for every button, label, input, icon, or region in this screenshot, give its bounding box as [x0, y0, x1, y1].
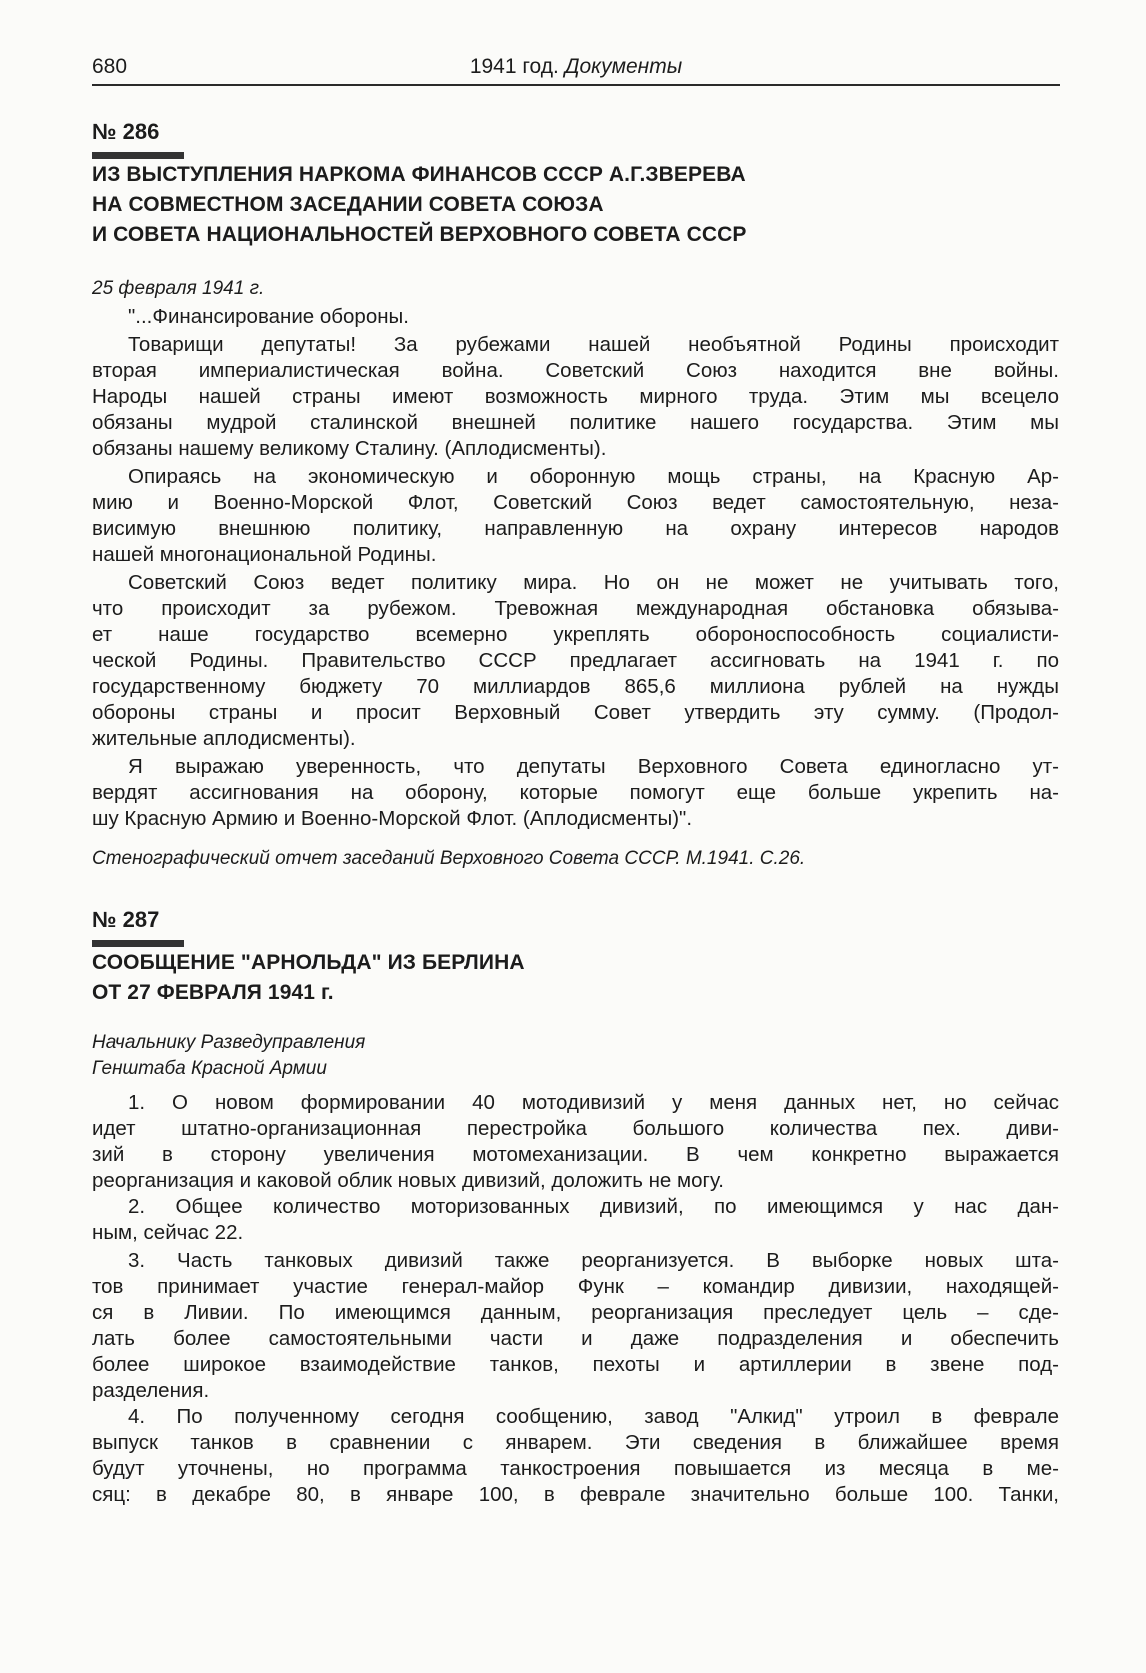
text-line: будут уточнены, но программа танкостроения повышается из месяца в ме-	[92, 1457, 1059, 1480]
text-line: 2. Общее количество моторизованных дивизий, по имеющимся у нас дан-	[128, 1195, 1059, 1218]
doc-286-title-line-3: И СОВЕТА НАЦИОНАЛЬНОСТЕЙ ВЕРХОВНОГО СОВЕТА СССР	[92, 223, 747, 246]
text-line: ет наше государство всемерно укреплять обороноспособность социалисти-	[92, 623, 1059, 646]
running-title-section: Документы	[564, 55, 683, 78]
text-line: государственному бюджету 70 миллиардов 865,6 миллиона рублей на нужды	[92, 675, 1059, 698]
doc-287-number-bar	[92, 940, 184, 947]
doc-287-addressee-line-1: Начальнику Разведуправления	[92, 1032, 366, 1053]
text-line: вторая империалистическая война. Советский Союз находится вне войны.	[92, 359, 1059, 382]
text-line: нашей многонациональной Родины.	[92, 543, 437, 566]
text-line: реорганизация и каковой облик новых дивизий, доложить не могу.	[92, 1169, 724, 1192]
doc-286-date: 25 февраля 1941 г.	[92, 278, 265, 299]
text-line: Опираясь на экономическую и оборонную мощь страны, на Красную Ар-	[128, 465, 1059, 488]
doc-286-source-citation: Стенографический отчет заседаний Верховного Совета СССР. М.1941. С.26.	[92, 848, 806, 869]
doc-287-title-line-1: СООБЩЕНИЕ "АРНОЛЬДА" ИЗ БЕРЛИНА	[92, 951, 525, 974]
text-line: 1. О новом формировании 40 мотодивизий у меня данных нет, но сейчас	[128, 1091, 1059, 1114]
page-number: 680	[92, 55, 128, 78]
text-line: висимую внешнюю политику, направленную на охрану интересов народов	[92, 517, 1059, 540]
text-line: Товарищи депутаты! За рубежами нашей необъятной Родины происходит	[128, 333, 1059, 356]
text-line: зий в сторону увеличения мотомеханизации. В чем конкретно выражается	[92, 1143, 1059, 1166]
text-line: ным, сейчас 22.	[92, 1221, 244, 1244]
text-line: мию и Военно-Морской Флот, Советский Союз ведет самостоятельную, неза-	[92, 491, 1059, 514]
text-line: Народы нашей страны имеют возможность мирного труда. Этим мы всецело	[92, 385, 1059, 408]
doc-287-number: № 287	[92, 907, 160, 932]
doc-286-title-line-1: ИЗ ВЫСТУПЛЕНИЯ НАРКОМА ФИНАНСОВ СССР А.Г.ЗВЕРЕВА	[92, 163, 746, 186]
text-line: разделения.	[92, 1379, 210, 1402]
doc-287-title-line-2: ОТ 27 ФЕВРАЛЯ 1941 г.	[92, 981, 334, 1004]
text-line: лать более самостоятельными части и даже подразделения и обеспечить	[92, 1327, 1059, 1350]
text-line: Советский Союз ведет политику мира. Но он не может не учитывать того,	[128, 571, 1059, 594]
running-header	[92, 52, 1060, 82]
text-line: "...Финансирование обороны.	[128, 305, 409, 328]
text-line: обязаны нашему великому Сталину. (Аплодисменты).	[92, 437, 607, 460]
text-line: тов принимает участие генерал-майор Функ – командир дивизии, находящей-	[92, 1275, 1059, 1298]
text-line: выпуск танков в сравнении с январем. Эти сведения в ближайшее время	[92, 1431, 1059, 1454]
doc-287-addressee-line-2: Генштаба Красной Армии	[92, 1058, 327, 1079]
text-line: ческой Родины. Правительство СССР предлагает ассигновать на 1941 г. по	[92, 649, 1059, 672]
text-line: обязаны мудрой сталинской внешней политике нашего государства. Этим мы	[92, 411, 1059, 434]
text-line: Я выражаю уверенность, что депутаты Верховного Совета единогласно ут-	[128, 755, 1059, 778]
text-line: вердят ассигнования на оборону, которые помогут еще больше укрепить на-	[92, 781, 1059, 804]
text-line: 3. Часть танковых дивизий также реорганизуется. В выборке новых шта-	[128, 1249, 1059, 1272]
running-title-year: 1941 год.	[469, 55, 559, 78]
running-title	[92, 52, 1060, 82]
doc-286-number-bar	[92, 152, 184, 159]
text-line: сяц: в декабре 80, в январе 100, в феврале значительно больше 100. Танки,	[92, 1483, 1059, 1506]
text-line: обороны страны и просит Верховный Совет утвердить эту сумму. (Продол-	[92, 701, 1059, 724]
doc-286-number: № 286	[92, 119, 160, 144]
text-line: шу Красную Армию и Военно-Морской Флот. (Аплодисменты)".	[92, 807, 693, 830]
text-line: что происходит за рубежом. Тревожная международная обстановка обязыва-	[92, 597, 1059, 620]
text-line: жительные аплодисменты).	[92, 727, 356, 750]
header-rule	[92, 84, 1060, 86]
text-line: ся в Ливии. По имеющимся данным, реорганизация преследует цель – сде-	[92, 1301, 1059, 1324]
text-line: более широкое взаимодействие танков, пехоты и артиллерии в звене под-	[92, 1353, 1059, 1376]
text-line: 4. По полученному сегодня сообщению, завод "Алкид" утроил в феврале	[128, 1405, 1059, 1428]
text-line: идет штатно-организационная перестройка большого количества пех. диви-	[92, 1117, 1059, 1140]
doc-286-title-line-2: НА СОВМЕСТНОМ ЗАСЕДАНИИ СОВЕТА СОЮЗА	[92, 193, 604, 216]
